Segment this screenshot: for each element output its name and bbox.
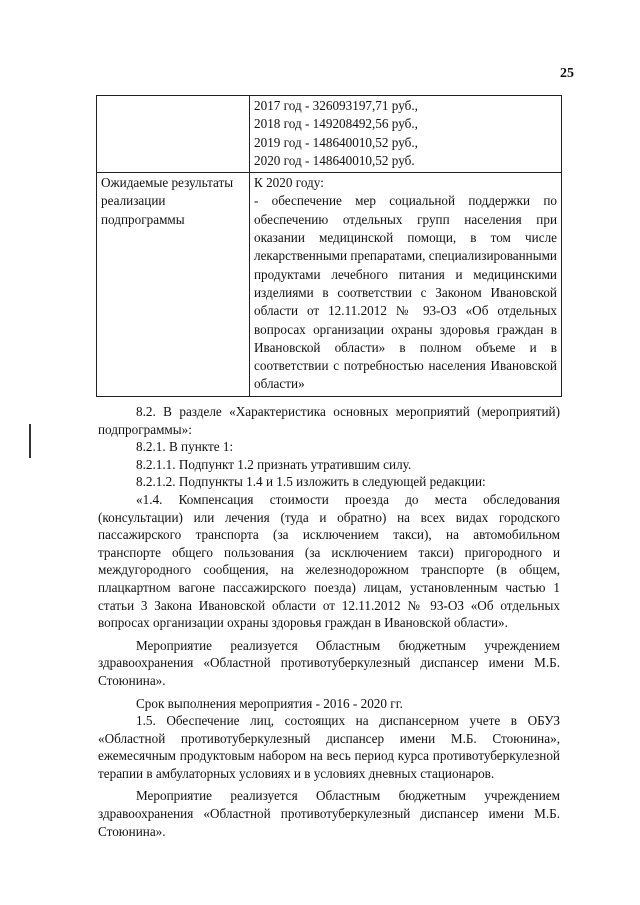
paragraph: 8.2.1. В пункте 1: [136,439,234,455]
funding-line: 2020 год - 148640010,52 руб. [254,152,415,168]
margin-mark [29,424,31,458]
paragraph: 1.5. Обеспечение лиц, состоящих на диспансерном учете в ОБУЗ «Областной противотуберкулезный диспансер имени М.Б. Стоюнина», ежемесячным продуктовым набором на весь период курса противотуберкулезной терапии в амбулаторных условиях и в условиях дневных стационаров. [98,713,560,781]
paragraph: 8.2.1.2. Подпункты 1.4 и 1.5 изложить в следующей редакции: [136,474,486,490]
table-row [97,173,562,397]
table-value-cell [250,96,562,173]
paragraph: Мероприятие реализуется Областным бюджетным учреждением здравоохранения «Областной противотуберкулезный диспансер имени М.Б. Стоюнина». [98,637,560,688]
paragraph: «1.4. Компенсация стоимости проезда до места обследования (консультации) или лечения (туда и обратно) на всех видах городского пассажирского транспорта (за исключением такси), на автомобильном транспорте общего пользования (за исключением такси) пригородного и междугородного сообщения, на железнодорожном транспорте (в общем, плацкартном вагоне пассажирского поезда) лицам, установленным частью 1 статьи 3 Закона Ивановской области от 12.11.2012 № 93-ОЗ «Об отдельных вопросах организации охраны здоровья граждан в Ивановской области». [98,491,560,631]
results-intro: К 2020 году: [254,175,324,191]
table-row [97,96,562,173]
table-label-cell [97,96,250,173]
paragraph: Мероприятие реализуется Областным бюджетным учреждением здравоохранения «Областной противотуберкулезный диспансер имени М.Б. Стоюнина». [98,788,560,839]
table-value-cell [250,173,562,397]
page-number: 25 [560,66,574,81]
paragraph: 8.2.1.1. Подпункт 1.2 признать утратившим силу. [136,456,412,472]
document-body [98,403,560,840]
table-label-cell: Ожидаемые результаты реализации подпрограммы [97,173,250,397]
paragraph: 8.2. В разделе «Характеристика основных мероприятий (мероприятий) подпрограммы»: [98,404,560,437]
subprogram-table [96,95,562,397]
results-text: - обеспечение мер социальной поддержки по обеспечению отдельных групп населения при оказании медицинской помощи, в том числе лекарственными препаратами, специализированными продуктами лечебного питания и медицинскими изделиями в соответствии с Законом Ивановской области от 12.11.2012 № 93-ОЗ «Об отдельных вопросах организации охраны здоровья граждан в Ивановской области» в полном объеме и в соответствии с потребностью населения Ивановской области» [254,193,557,392]
funding-line: 2018 год - 149208492,56 руб., [254,116,418,132]
funding-line: 2017 год - 326093197,71 руб., [254,98,418,113]
funding-line: 2019 год - 148640010,52 руб., [254,134,418,150]
paragraph: Срок выполнения мероприятия - 2016 - 2020 гг. [136,695,403,711]
